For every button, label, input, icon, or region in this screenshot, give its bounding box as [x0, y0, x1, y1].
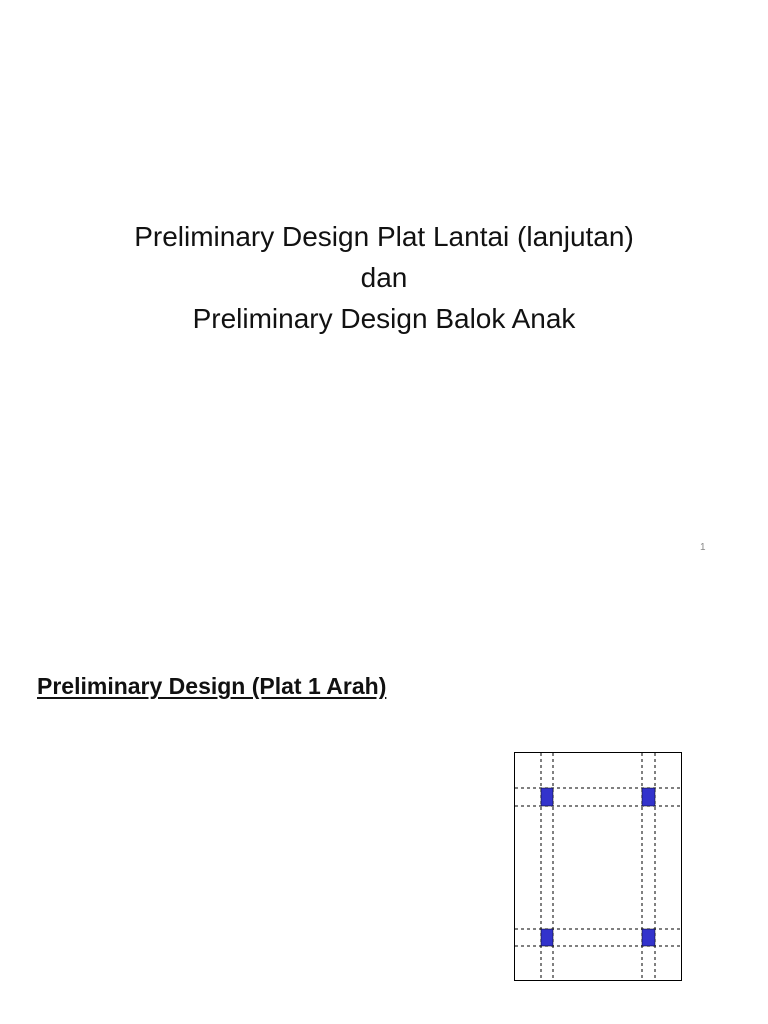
column-top-right [642, 788, 655, 806]
floor-plan-diagram [514, 752, 684, 984]
title-line-2: dan [360, 262, 408, 293]
column-top-left [541, 788, 553, 806]
title-line-3: Preliminary Design Balok Anak [192, 303, 576, 334]
title-line-1: Preliminary Design Plat Lantai (lanjutan) [134, 221, 634, 252]
columns [541, 788, 655, 946]
column-bottom-right [642, 929, 655, 946]
slide-heading: Preliminary Design (Plat 1 Arah) [37, 673, 387, 699]
slide-title [0, 216, 768, 339]
column-bottom-left [541, 929, 553, 946]
gridlines [515, 753, 681, 980]
slide-number: 1 [700, 542, 706, 553]
slide-2 [0, 600, 768, 1024]
